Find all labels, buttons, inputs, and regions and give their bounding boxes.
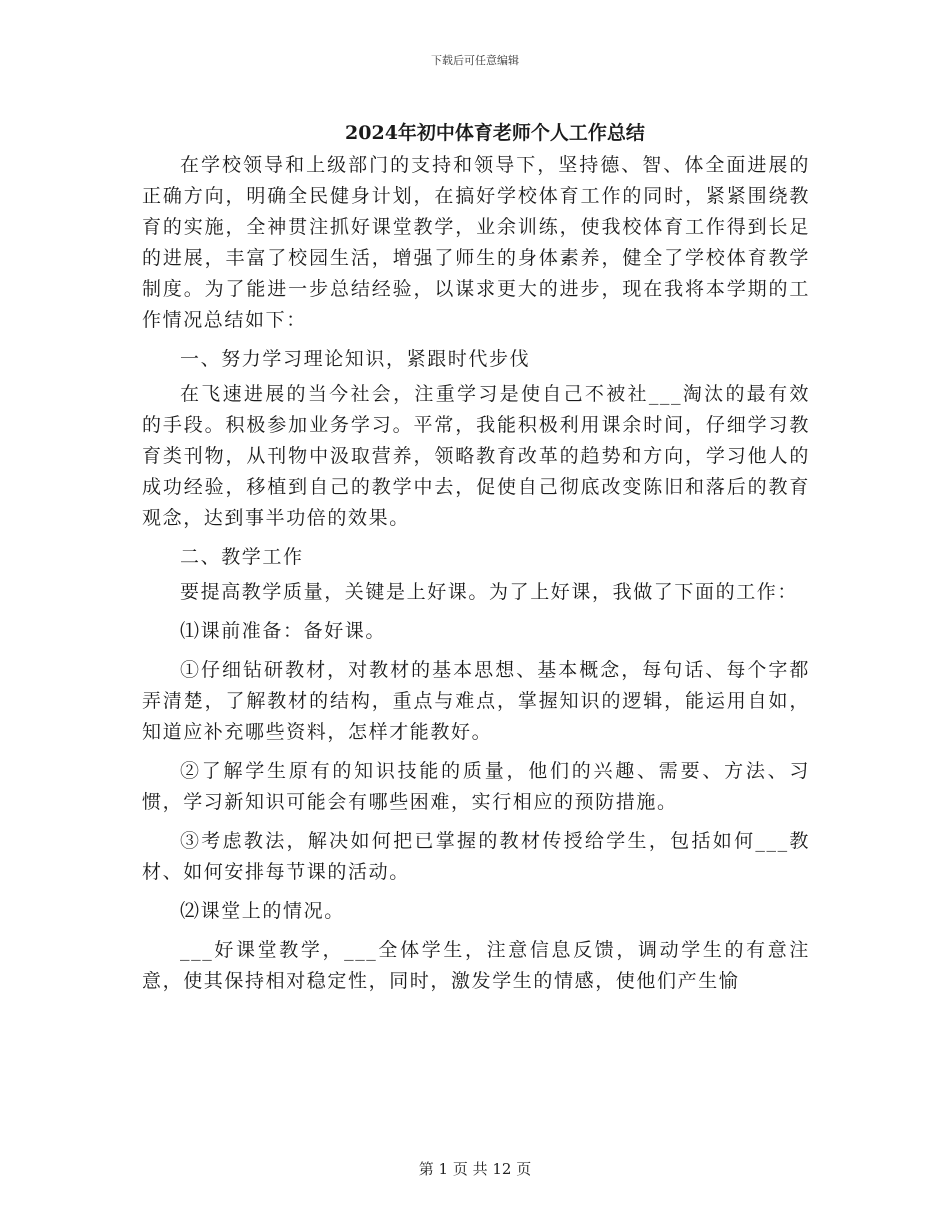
- list-item-3: ③考虑教法，解决如何把已掌握的教材传授给学生，包括如何___教材、如何安排每节课的活动。: [142, 830, 810, 883]
- list-item-2: ②了解学生原有的知识技能的质量，他们的兴趣、需要、方法、习惯，学习新知识可能会有哪些困难，实行相应的预防措施。: [142, 760, 810, 813]
- section-heading-1: 一、努力学习理论知识，紧跟时代步伐: [180, 348, 531, 370]
- document-title: 2024年初中体育老师个人工作总结: [345, 122, 645, 144]
- document-body: [142, 150, 810, 1005]
- subsection-preparation: ⑴课前准备：备好课。: [180, 620, 387, 642]
- paragraph-study: 在飞速进展的当今社会，注重学习是使自己不被社___淘汰的最有效的手段。积极参加业务学习。平常，我能积极利用课余时间，仔细学习教育类刊物，从刊物中汲取营养，领略教育改革的趋势和方向，学习他人的成功经验，移植到自己的教学中去，促使自己彻底改变陈旧和落后的教育观念，达到事半功倍的效果。: [142, 383, 810, 529]
- page-indicator: 第 1 页 共 12 页: [418, 1160, 532, 1178]
- paragraph-classroom: ___好课堂教学，___全体学生，注意信息反馈，调动学生的有意注意，使其保持相对稳定性，同时，激发学生的情感，使他们产生愉: [142, 939, 810, 992]
- list-item-1: ①仔细钻研教材，对教材的基本思想、基本概念，每句话、每个字都弄清楚，了解教材的结构，重点与难点，掌握知识的逻辑，能运用自如，知道应补充哪些资料，怎样才能教好。: [142, 659, 810, 743]
- paragraph-teaching-intro: 要提高教学质量，关键是上好课。为了上好课，我做了下面的工作：: [180, 581, 799, 603]
- page-header-note: 下载后可任意编辑: [431, 54, 519, 67]
- paragraph-intro: 在学校领导和上级部门的支持和领导下，坚持德、智、体全面进展的正确方向，明确全民健身计划，在搞好学校体育工作的同时，紧紧围绕教育的实施，全神贯注抓好课堂教学，业余训练，使我校体育工作得到长足的进展，丰富了校园生活，增强了师生的身体素养，健全了学校体育教学制度。为了能进一步总结经验，以谋求更大的进步，现在我将本学期的工作情况总结如下：: [142, 154, 810, 331]
- subsection-classroom: ⑵课堂上的情况。: [180, 900, 345, 922]
- section-heading-2: 二、教学工作: [180, 546, 304, 568]
